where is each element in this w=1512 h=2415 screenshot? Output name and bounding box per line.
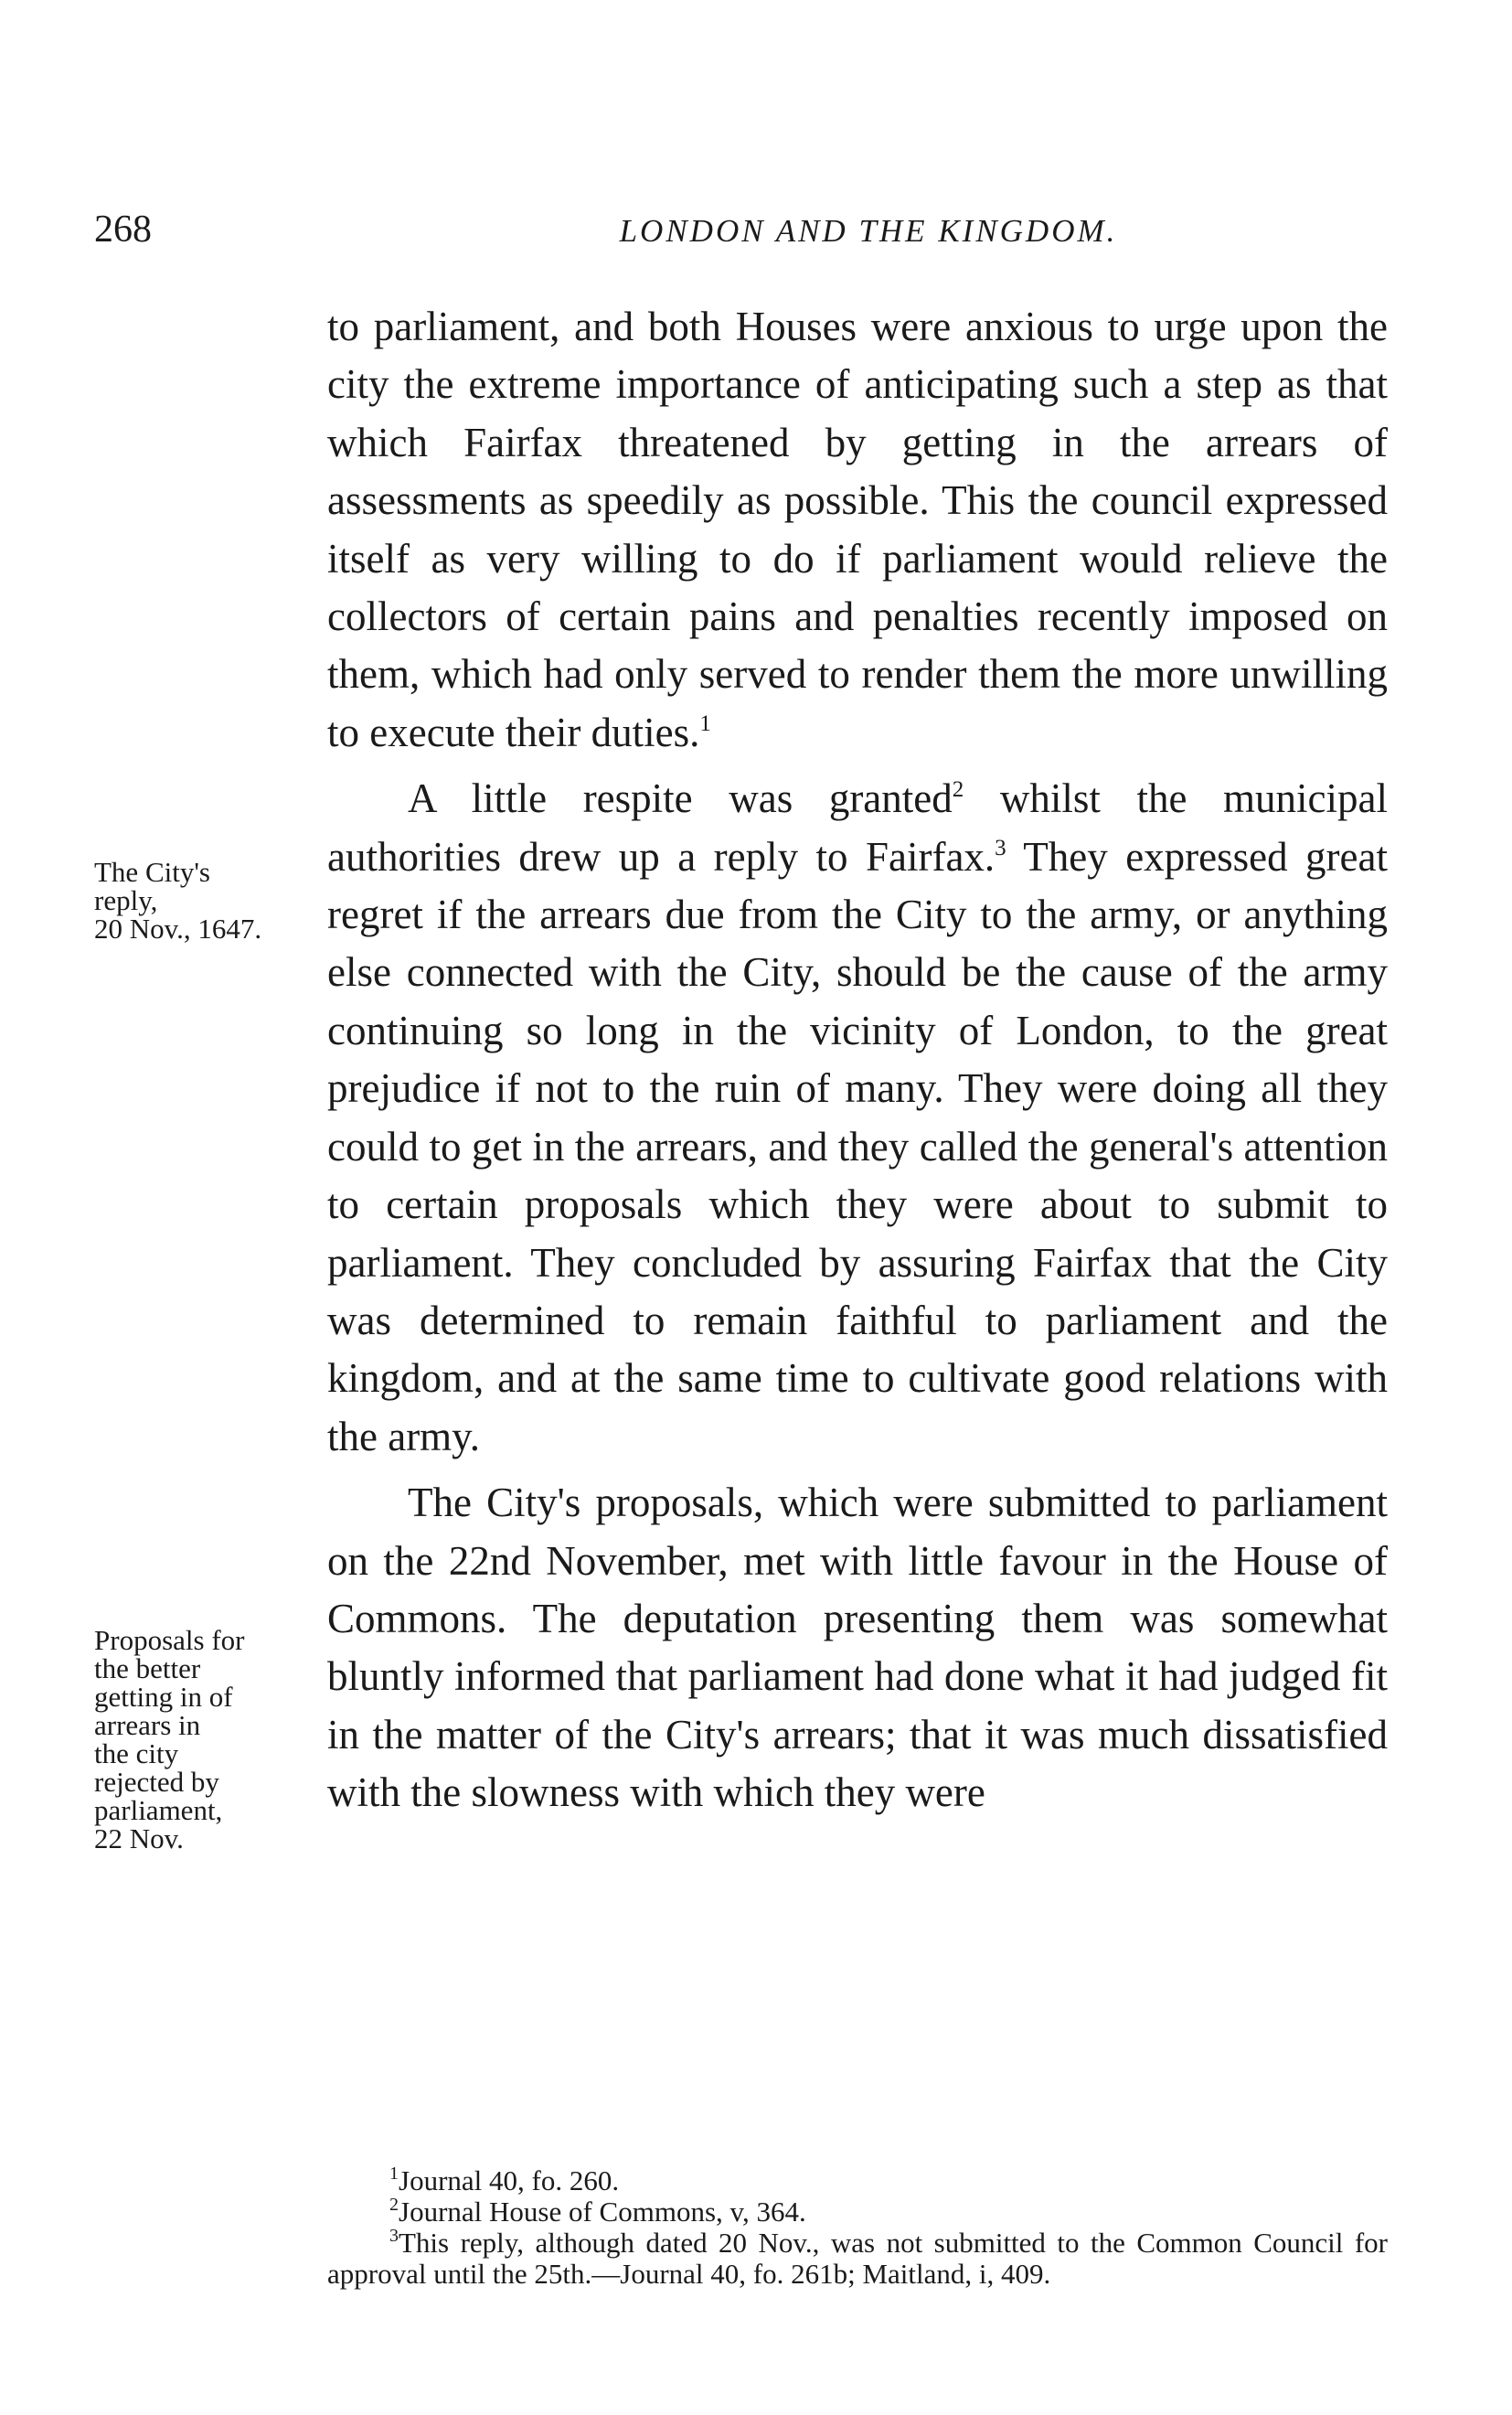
margin-note-city-reply bbox=[94, 858, 314, 943]
paragraph-2-text-c: They expressed great regret if the arrears due from the City to the army, or anything else connected with the City, should be the cause of the army continuing so long in the vicinity of London, to the great prejudice if not to the ruin of many. They were doing all they could to get in the arrears, and they called the general's attention to certain proposals which they were about to submit to parliament. They concluded by assuring Fairfax that the City was determined to remain faithful to parliament and the kingdom, and at the same time to cultivate good relations with the army. bbox=[327, 833, 1388, 1459]
footnote-text: Journal House of Commons, v, 364. bbox=[399, 2196, 806, 2228]
margin-note-line: reply, bbox=[94, 884, 158, 916]
footnote-mark: 3 bbox=[389, 2226, 399, 2246]
paragraph-3-text: The City's proposals, which were submitted to parliament on the 22nd November, met with little favour in the House of Commons. The deputation presenting them was somewhat bluntly informed that parliament had done what it had judged fit in the matter of the City's arrears; that it was much dissatisfied with the slowness with which they were bbox=[327, 1480, 1388, 1816]
paragraph-3 bbox=[327, 1474, 1388, 1822]
margin-note-line: parliament, bbox=[94, 1794, 223, 1826]
paragraph-1 bbox=[327, 298, 1388, 762]
margin-note-proposals bbox=[94, 1626, 314, 1853]
paragraph-2 bbox=[327, 770, 1388, 1466]
footnote-3 bbox=[327, 2228, 1388, 2290]
margin-note-line: arrears in bbox=[94, 1709, 201, 1741]
paragraph-1-text: to parliament, and both Houses were anxious to urge upon the city the extreme importance of anticipating such a step as that which Fairfax threatened by getting in the arrears of assessments as speedily as possible. This the council expressed itself as very willing to do if parliament would relieve the collectors of certain pains and penalties recently imposed on them, which had only served to render them the more unwilling to execute their duties. bbox=[327, 304, 1388, 755]
footnote-text: This reply, although dated 20 Nov., was not submitted to the Common Council for approval until the 25th.—Journal 40, fo. 261b; Maitland, i, 409. bbox=[327, 2227, 1388, 2290]
footnotes bbox=[327, 2165, 1388, 2290]
margin-note-line: the city bbox=[94, 1737, 179, 1769]
paragraph-2-text-b: whilst the municipal authorities drew up a reply to Fairfax. bbox=[327, 775, 1388, 880]
margin-note-line: the better bbox=[94, 1652, 201, 1684]
body-text bbox=[327, 298, 1388, 1822]
margin-note-line: 22 Nov. bbox=[94, 1822, 184, 1854]
margin-note-line: 20 Nov., 1647. bbox=[94, 913, 262, 945]
footnote-mark: 2 bbox=[389, 2195, 399, 2215]
margin-note-line: rejected by bbox=[94, 1766, 219, 1798]
footnote-1 bbox=[327, 2165, 1388, 2196]
footnote-mark: 1 bbox=[389, 2164, 399, 2184]
running-head: LONDON AND THE KINGDOM. bbox=[619, 213, 1118, 249]
page-number: 268 bbox=[94, 208, 152, 251]
footnote-ref: 2 bbox=[952, 777, 964, 803]
paragraph-2-text-a: A little respite was granted bbox=[408, 775, 953, 822]
margin-note-line: The City's bbox=[94, 856, 210, 888]
footnote-ref: 3 bbox=[995, 835, 1006, 860]
margin-note-line: getting in of bbox=[94, 1681, 233, 1713]
footnote-ref: 1 bbox=[699, 711, 711, 736]
footnote-2 bbox=[327, 2196, 1388, 2228]
margin-note-line: Proposals for bbox=[94, 1624, 245, 1656]
footnote-text: Journal 40, fo. 260. bbox=[399, 2164, 620, 2196]
